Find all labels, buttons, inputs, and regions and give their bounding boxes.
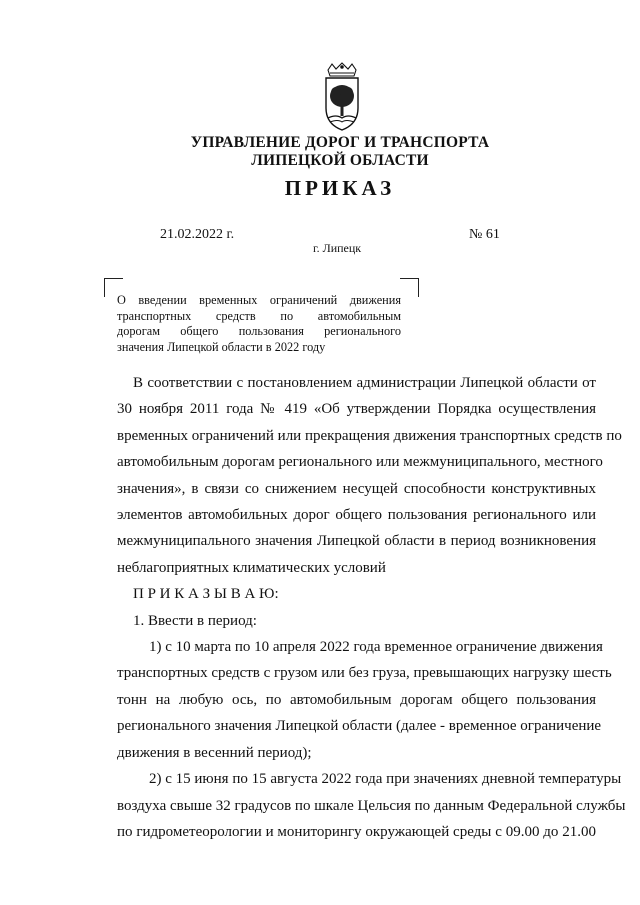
clause-1-paragraph bbox=[117, 608, 596, 634]
subject-line: значения Липецкой области в 2022 году bbox=[117, 339, 326, 354]
body-line: временных ограничений или прекращения движения транспортных средств по bbox=[117, 427, 622, 444]
body-line: значения», в связи со снижением несущей способности конструктивных bbox=[117, 480, 596, 497]
body-line: элементов автомобильных дорог общего пользования регионального или bbox=[117, 507, 596, 524]
body-line: движения в весенний период); bbox=[117, 744, 312, 761]
preamble-paragraph bbox=[117, 370, 622, 581]
body-line: по гидрометеорологии и мониторингу окружающей среды с 09.00 до 21.00 bbox=[117, 823, 596, 840]
body-line: П Р И К А З Ы В А Ю: bbox=[133, 586, 279, 603]
order-body bbox=[117, 370, 626, 845]
organization-name-line2: ЛИПЕЦКОЙ ОБЛАСТИ bbox=[251, 152, 429, 169]
subject-line: О введении временных ограничений движения bbox=[117, 293, 401, 307]
clause-1-1-paragraph bbox=[117, 634, 612, 766]
body-line: В соответствии с постановлением администрации Липецкой области от bbox=[133, 375, 596, 391]
body-line: воздуха свыше 32 градусов по шкале Цельсия по данным Федеральной службы bbox=[117, 797, 626, 814]
document-date: 21.02.2022 г. bbox=[160, 227, 235, 242]
order-subject bbox=[117, 293, 401, 355]
body-line: 1. Ввести в период: bbox=[133, 612, 257, 629]
document-type-title: ПРИКАЗ bbox=[284, 176, 396, 200]
document-city: г. Липецк bbox=[313, 241, 362, 255]
body-line: неблагоприятных климатических условий bbox=[117, 559, 386, 576]
body-line: регионального значения Липецкой области (далее - временное ограничение bbox=[117, 718, 602, 735]
subject-line: транспортных средств по автомобильным bbox=[117, 308, 401, 323]
subject-bracket-right bbox=[400, 278, 419, 297]
document-number: № 61 bbox=[469, 227, 500, 242]
organization-name-line1: УПРАВЛЕНИЕ ДОРОГ И ТРАНСПОРТА bbox=[190, 134, 490, 151]
body-line: транспортных средств с грузом или без груза, превышающих нагрузку шесть bbox=[117, 665, 612, 682]
body-line: межмуниципального значения Липецкой области в период возникновения bbox=[117, 533, 596, 550]
body-line: автомобильным дорогам регионального или межмуниципального, местного bbox=[117, 454, 603, 471]
body-line: тонн на любую ось, по автомобильным дорогам общего пользования bbox=[117, 691, 596, 708]
body-line: 30 ноября 2011 года № 419 «Об утверждении Порядка осуществления bbox=[117, 401, 596, 418]
body-line: 2) с 15 июня по 15 августа 2022 года при значениях дневной температуры bbox=[149, 771, 622, 788]
subject-line: дорогам общего пользования регионального bbox=[117, 324, 401, 338]
clause-1-2-paragraph bbox=[117, 766, 626, 845]
order-word-paragraph bbox=[117, 581, 596, 607]
body-line: 1) с 10 марта по 10 апреля 2022 года временное ограничение движения bbox=[149, 639, 603, 656]
lipetsk-coat-of-arms-icon bbox=[318, 62, 366, 134]
